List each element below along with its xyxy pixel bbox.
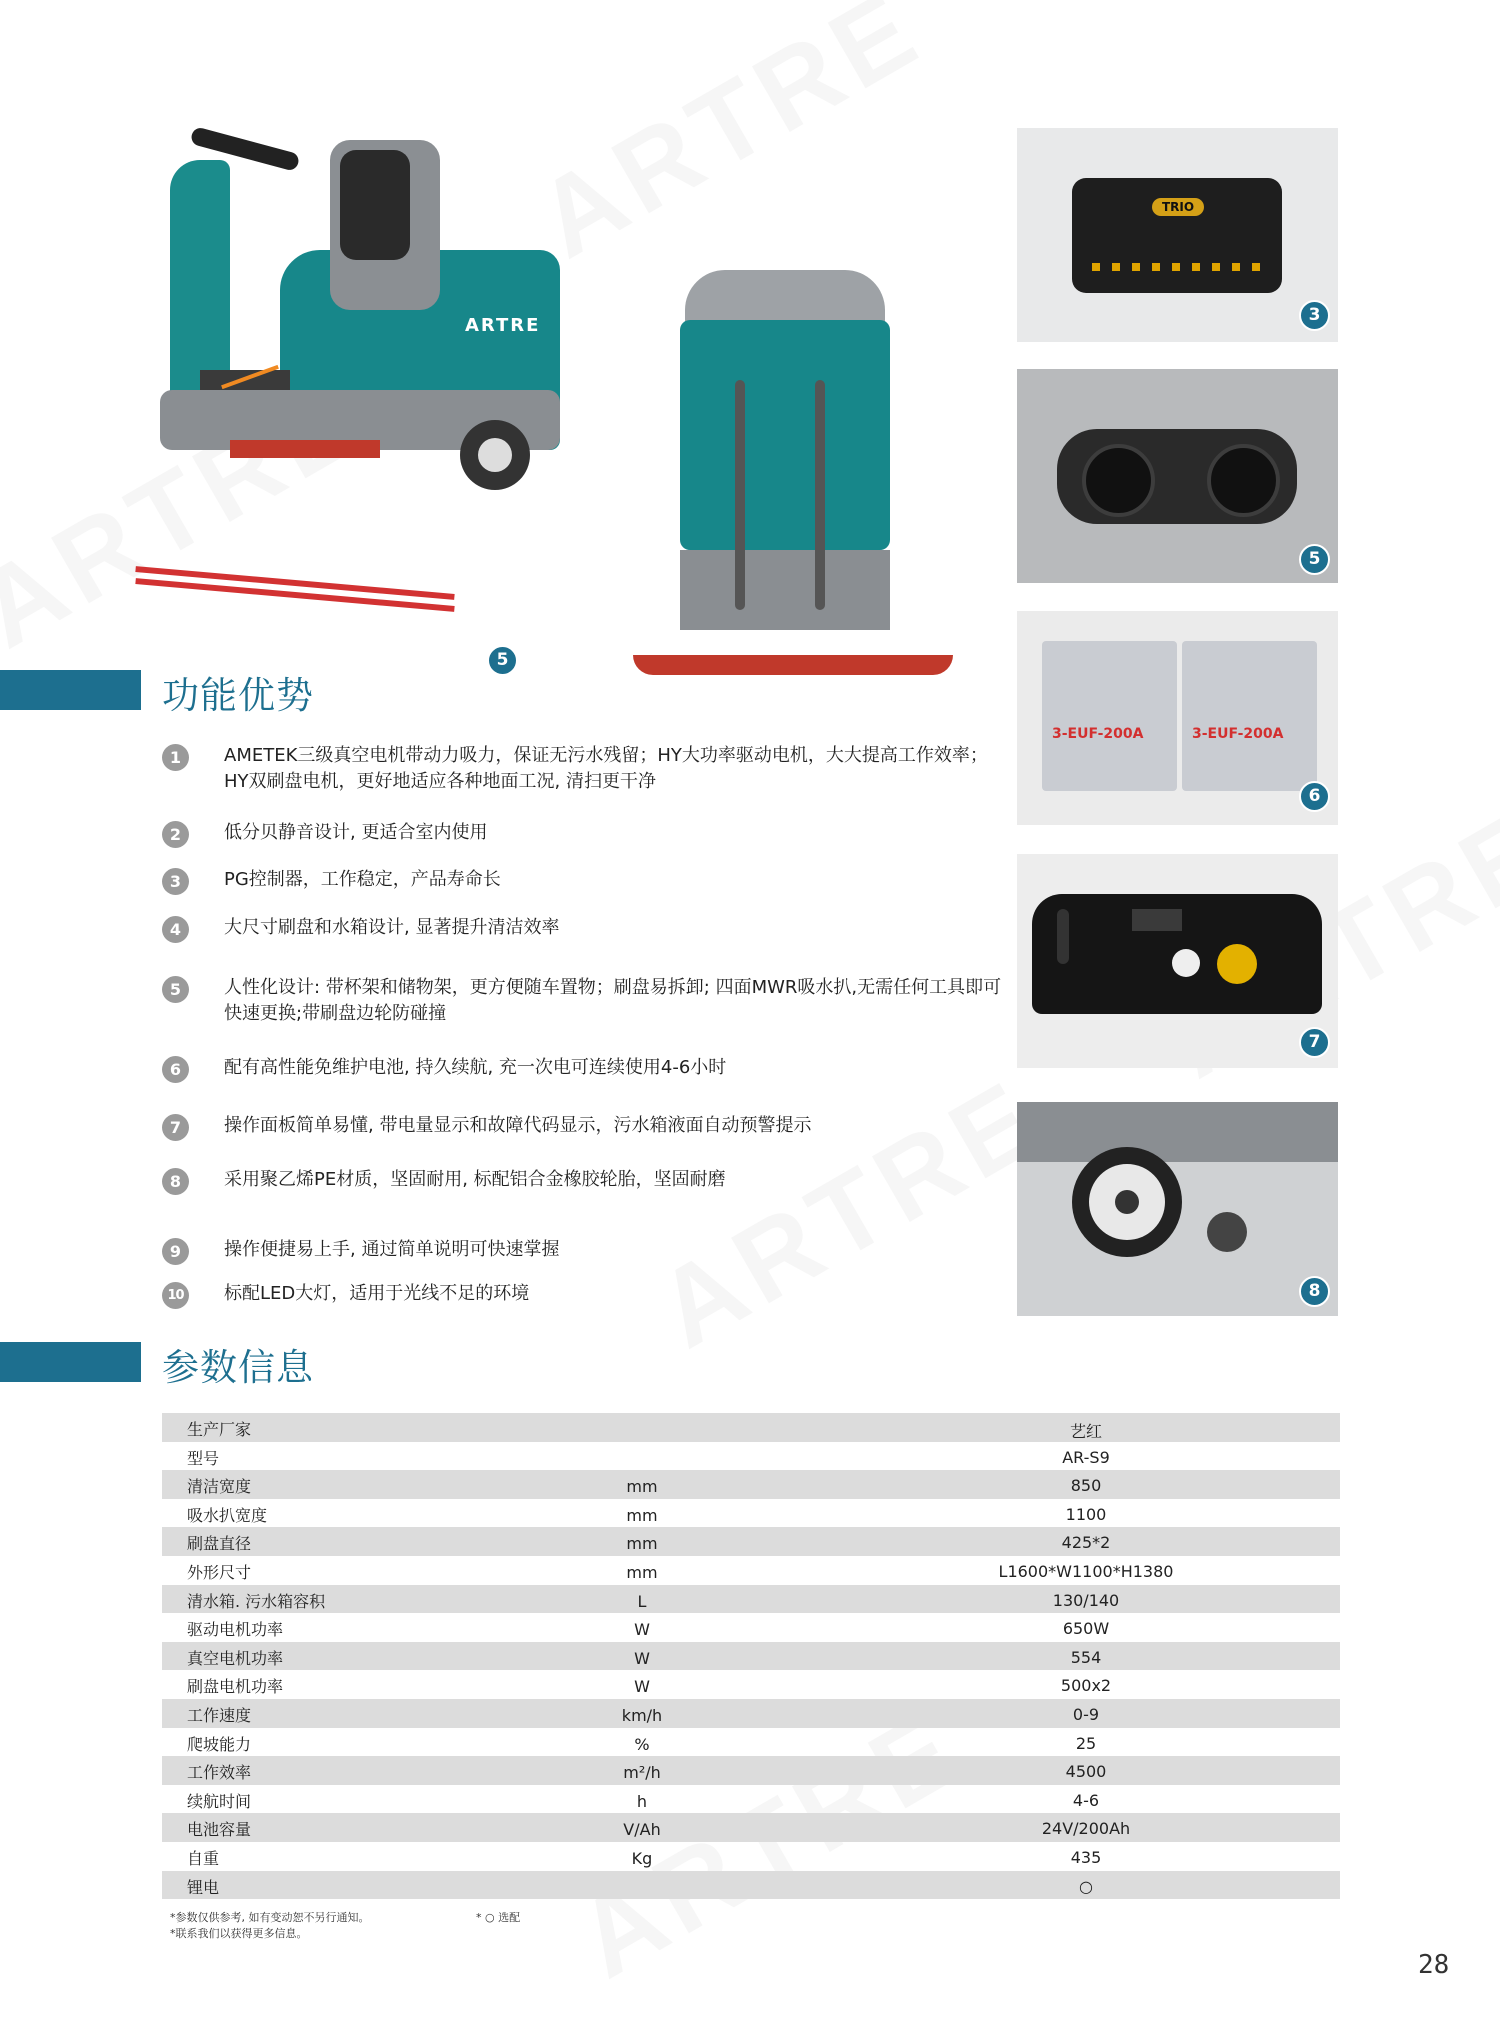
control-panel-image: [1017, 854, 1338, 1068]
feature-number: 3: [162, 868, 189, 895]
feature-text: 人性化设计: 带杯架和储物架，更方便随车置物；刷盘易拆卸; 四面MWR吸水扒,无需任何工具即可快速更换;带刷盘边轮防碰撞: [224, 977, 1002, 1024]
spec-name: 刷盘直径: [187, 1534, 252, 1554]
scrubber-side-view-image: [160, 120, 610, 550]
spec-value: 130/140: [1052, 1590, 1120, 1610]
spec-name: 外形尺寸: [187, 1562, 252, 1582]
spec-row: [162, 1556, 1340, 1585]
feature-text: PG控制器，工作稳定，产品寿命长: [224, 869, 501, 890]
spec-name: 生产厂家: [187, 1420, 252, 1439]
spec-value: ○: [1079, 1876, 1093, 1896]
feature-text: AMETEK三级真空电机带动力吸力，保证无污水残留；HY大功率驱动电机，大大提高工作效率； HY双刷盘电机，更好地适应各种地面工况, 清扫更干净: [224, 745, 988, 792]
spec-row: [162, 1527, 1340, 1556]
feature-number: 5: [162, 976, 189, 1003]
photo-badge-cupholder: 5: [1299, 544, 1330, 575]
spec-name: 驱动电机功率: [187, 1620, 284, 1640]
optional-legend: * ○ 选配: [476, 1911, 521, 1924]
watermark: [636, 1054, 1062, 1373]
spec-value: 1100: [1065, 1504, 1107, 1524]
photo-badge-controller: 3: [1299, 300, 1330, 331]
feature-text: 低分贝静音设计, 更适合室内使用: [224, 822, 488, 843]
spec-row: [162, 1785, 1340, 1814]
spec-unit: %: [634, 1734, 650, 1754]
spec-value: 24V/200Ah: [1041, 1819, 1131, 1839]
photo-badge-battery: 6: [1299, 781, 1330, 812]
feature-number: 8: [162, 1168, 189, 1195]
spec-row: [162, 1728, 1340, 1757]
controller-label: TRIO: [1152, 198, 1204, 216]
spec-row: [162, 1642, 1340, 1671]
battery-image: [1017, 611, 1338, 825]
spec-row: [162, 1585, 1340, 1614]
spec-row: [162, 1470, 1340, 1499]
spec-row: [162, 1670, 1340, 1699]
spec-value: 25: [1075, 1733, 1097, 1753]
spec-value: AR-S9: [1062, 1447, 1110, 1467]
spec-unit: W: [634, 1620, 650, 1640]
spec-name: 型号: [187, 1448, 220, 1468]
spec-row: [162, 1442, 1340, 1471]
spec-row: [162, 1499, 1340, 1528]
spec-row: [162, 1756, 1340, 1785]
spec-name: 自重: [187, 1848, 220, 1868]
spec-unit: mm: [626, 1477, 658, 1497]
spec-value: 435: [1070, 1847, 1102, 1867]
spec-row: [162, 1813, 1340, 1842]
spec-value: 425*2: [1061, 1533, 1111, 1553]
spec-value: 500x2: [1060, 1676, 1112, 1696]
spec-row: [162, 1613, 1340, 1642]
spec-name: 工作速度: [187, 1705, 252, 1725]
spec-value: 4500: [1065, 1762, 1107, 1782]
wheel-image: [1017, 1102, 1338, 1316]
section-bar: [0, 1342, 141, 1382]
feature-text: 采用聚乙烯PE材质，坚固耐用, 标配铝合金橡胶轮胎，坚固耐磨: [224, 1169, 726, 1190]
spec-unit: L: [637, 1591, 647, 1611]
feature-number: 2: [162, 821, 189, 848]
spec-unit: m²/h: [623, 1763, 661, 1783]
feature-number: 1: [162, 744, 189, 771]
spec-value: L1600*W1100*H1380: [998, 1561, 1174, 1581]
spec-name: 续航时间: [187, 1791, 252, 1811]
spec-unit: h: [636, 1791, 648, 1811]
cupholder-image: [1017, 369, 1338, 583]
spec-name: 刷盘电机功率: [187, 1677, 284, 1697]
spec-value: 554: [1070, 1647, 1102, 1667]
feature-text: 操作便捷易上手, 通过简单说明可快速掌握: [224, 1239, 560, 1260]
features-title: 功能优势: [162, 674, 314, 717]
spec-table: [162, 1413, 1340, 1899]
photo-badge-panel: 7: [1299, 1027, 1330, 1058]
spec-unit: W: [634, 1677, 650, 1697]
battery-label: 3-EUF-200A: [1192, 726, 1284, 742]
spec-unit: mm: [626, 1562, 658, 1582]
feature-number: 6: [162, 1056, 189, 1083]
note-2: *联系我们以获得更多信息。: [170, 1927, 308, 1940]
spec-value: 650W: [1062, 1619, 1110, 1639]
machine-logo: ARTRE: [465, 315, 541, 336]
spec-name: 工作效率: [187, 1763, 252, 1783]
spec-unit: mm: [626, 1534, 658, 1554]
note-1: *参数仅供参考, 如有变动恕不另行通知。: [170, 1911, 370, 1924]
spec-row: [162, 1699, 1340, 1728]
spec-name: 真空电机功率: [187, 1648, 284, 1668]
photo-badge-main: 5: [487, 645, 518, 676]
spec-name: 吸水扒宽度: [187, 1505, 268, 1525]
spec-name: 清洁宽度: [187, 1477, 252, 1497]
specs-title: 参数信息: [162, 1346, 314, 1389]
page-number: 28: [1418, 1950, 1450, 1980]
spec-name: 电池容量: [187, 1820, 252, 1840]
spec-row: [162, 1842, 1340, 1871]
battery-label: 3-EUF-200A: [1052, 726, 1144, 742]
spec-row: [162, 1413, 1340, 1442]
spec-value: 0-9: [1072, 1704, 1100, 1724]
spec-row: [162, 1871, 1340, 1900]
photo-badge-wheel: 8: [1299, 1276, 1330, 1307]
controller-image: [1017, 128, 1338, 342]
feature-text: 操作面板简单易懂, 带电量显示和故障代码显示，污水箱液面自动预警提示: [224, 1115, 812, 1136]
spec-value: 4-6: [1072, 1790, 1100, 1810]
spec-unit: V/Ah: [623, 1820, 661, 1840]
spec-unit: Kg: [631, 1848, 653, 1868]
spec-unit: km/h: [621, 1705, 663, 1725]
feature-number: 7: [162, 1114, 189, 1141]
spec-unit: W: [634, 1648, 650, 1668]
feature-text: 标配LED大灯，适用于光线不足的环境: [224, 1283, 530, 1304]
spec-value: 850: [1070, 1476, 1102, 1496]
feature-text: 大尺寸刷盘和水箱设计, 显著提升清洁效率: [224, 917, 560, 938]
spec-name: 清水箱. 污水箱容积: [187, 1591, 326, 1611]
spec-value: 艺红: [1069, 1422, 1102, 1441]
spec-unit: mm: [626, 1505, 658, 1525]
feature-number: 4: [162, 916, 189, 943]
scrubber-rear-view-image: [625, 260, 955, 690]
feature-number: 10: [162, 1282, 189, 1309]
feature-text: 配有高性能免维护电池, 持久续航, 充一次电可连续使用4-6小时: [224, 1057, 727, 1078]
section-bar: [0, 670, 141, 710]
spec-name: 锂电: [187, 1877, 220, 1897]
feature-number: 9: [162, 1238, 189, 1265]
spec-name: 爬坡能力: [187, 1734, 252, 1754]
